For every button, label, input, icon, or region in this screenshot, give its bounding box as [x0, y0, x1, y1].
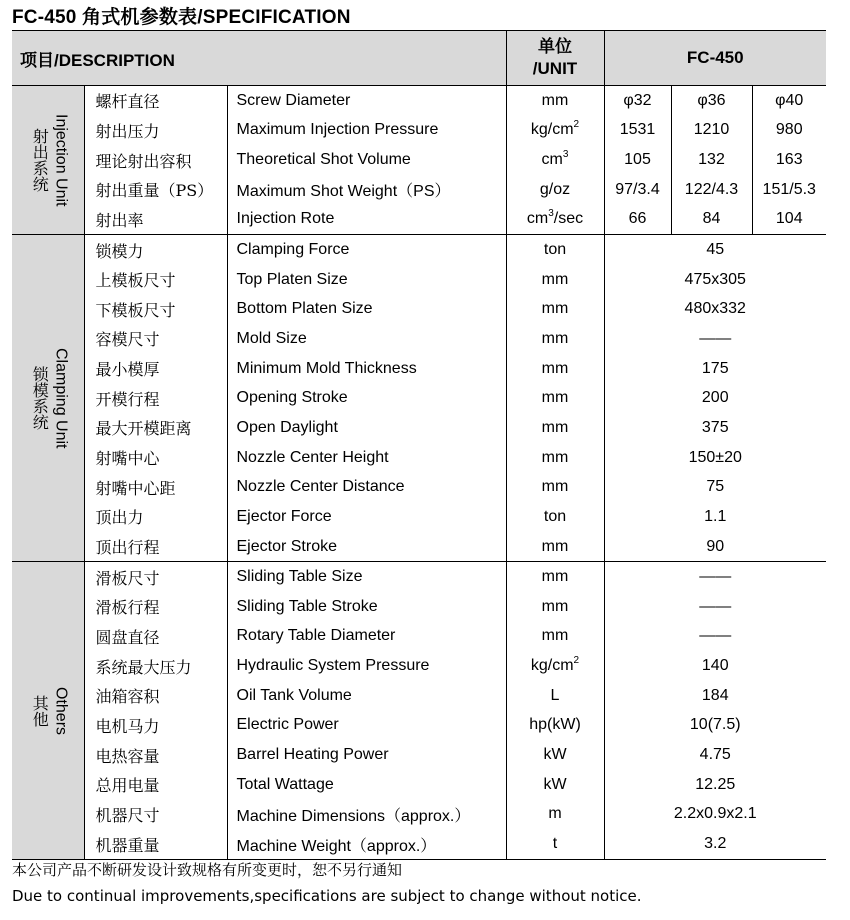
spec-row [12, 472, 826, 502]
unit-text: m [548, 805, 562, 823]
param-name-cn: 射出重量（PS） [84, 175, 227, 205]
param-name-en: Opening Stroke [227, 383, 506, 413]
param-value-text: —— [699, 597, 732, 615]
spec-row [12, 711, 826, 741]
param-name-en: Rotary Table Diameter [227, 622, 506, 652]
param-name-cn: 螺杆直径 [84, 86, 227, 116]
footer-note-cn: 本公司产品不断研发设计致规格有所变更时，恕不另行通知 [12, 861, 403, 879]
param-unit [506, 770, 604, 800]
param-value-text: 200 [701, 389, 729, 407]
header-row [12, 31, 826, 86]
group-label-cn: 射出系统 [30, 128, 50, 193]
group-label-cn: 其他 [30, 694, 50, 727]
unit-text: mm [541, 418, 569, 436]
param-name-en: Maximum Injection Pressure [227, 116, 506, 146]
param-name-cn: 圆盘直径 [84, 622, 227, 652]
param-value: 1210 [671, 116, 752, 146]
unit-text: t [552, 835, 558, 853]
param-value-text: 475x305 [684, 270, 746, 288]
unit-text: mm [541, 537, 569, 555]
param-unit [506, 205, 604, 235]
unit-text: hp(kW) [529, 716, 581, 734]
param-value-text: 184 [701, 686, 729, 704]
param-value [604, 562, 826, 592]
unit-text: mm [541, 91, 569, 109]
param-value-text: 12.25 [695, 775, 736, 793]
param-value [604, 324, 826, 354]
unit-text: ton [543, 241, 567, 259]
unit-text: kg/cm [530, 657, 574, 675]
spec-row [12, 413, 826, 443]
param-name-en: Ejector Stroke [227, 532, 506, 562]
param-name-cn: 最小模厚 [84, 354, 227, 384]
unit-text: mm [541, 270, 569, 288]
param-value-text: 45 [706, 241, 725, 259]
group-label-cell [12, 562, 84, 860]
param-value: 1531 [604, 116, 671, 146]
unit-text: mm [541, 478, 569, 496]
unit-superscript: 2 [573, 655, 580, 667]
param-unit [506, 711, 604, 741]
param-name-en: Injection Rote [227, 205, 506, 235]
spec-row [12, 145, 826, 175]
param-value [604, 472, 826, 502]
param-value [604, 800, 826, 830]
param-value [604, 235, 826, 265]
unit-superscript: 2 [573, 119, 580, 131]
param-name-en: Clamping Force [227, 235, 506, 265]
spec-row [12, 770, 826, 800]
spec-row [12, 86, 826, 116]
param-name-cn: 下模板尺寸 [84, 295, 227, 325]
param-name-en: Machine Dimensions（approx.） [227, 800, 506, 830]
param-unit [506, 829, 604, 859]
param-name-en: Nozzle Center Height [227, 443, 506, 473]
header-unit-en: /UNIT [532, 59, 578, 78]
param-value-text: 175 [701, 359, 729, 377]
param-name-cn: 顶出力 [84, 502, 227, 532]
param-name-cn: 滑板行程 [84, 592, 227, 622]
param-unit [506, 592, 604, 622]
spec-row [12, 740, 826, 770]
param-unit [506, 145, 604, 175]
param-value [604, 681, 826, 711]
spec-row [12, 265, 826, 295]
unit-text: kW [543, 775, 567, 793]
group-label-cn: 锁模系统 [30, 366, 50, 431]
param-value [604, 740, 826, 770]
param-value: 122/4.3 [671, 175, 752, 205]
param-name-cn: 射嘴中心距 [84, 472, 227, 502]
param-value: 980 [775, 121, 803, 139]
param-unit [506, 443, 604, 473]
param-name-en: Screw Diameter [227, 86, 506, 116]
param-unit [506, 175, 604, 205]
param-unit [506, 413, 604, 443]
param-value [604, 383, 826, 413]
unit-text: mm [541, 448, 569, 466]
param-name-en: Machine Weight（approx.） [227, 829, 506, 859]
param-value: φ36 [671, 86, 752, 116]
param-value: 104 [775, 210, 803, 228]
param-unit [506, 740, 604, 770]
param-name-cn: 滑板尺寸 [84, 562, 227, 592]
header-model: FC-450 [604, 31, 826, 86]
unit-text: mm [541, 359, 569, 377]
param-name-en: Minimum Mold Thickness [227, 354, 506, 384]
spec-row [12, 324, 826, 354]
spec-row [12, 295, 826, 325]
param-value: 163 [775, 151, 803, 169]
unit-text: mm [541, 597, 569, 615]
param-value-text: —— [699, 568, 732, 586]
param-name-cn: 锁模力 [84, 235, 227, 265]
param-value-text: 3.2 [704, 835, 727, 853]
param-name-en: Open Daylight [227, 413, 506, 443]
header-description: 项目/DESCRIPTION [12, 31, 506, 86]
param-value: 97/3.4 [604, 175, 671, 205]
param-name-en: Mold Size [227, 324, 506, 354]
spec-row [12, 175, 826, 205]
param-unit [506, 86, 604, 116]
spec-row [12, 116, 826, 146]
spec-row [12, 205, 826, 235]
param-name-en: Oil Tank Volume [227, 681, 506, 711]
unit-superscript: 3 [562, 149, 569, 161]
unit-text: kW [543, 746, 567, 764]
param-unit [506, 235, 604, 265]
group-label-cell [12, 86, 84, 235]
param-name-cn: 系统最大压力 [84, 651, 227, 681]
param-name-cn: 机器尺寸 [84, 800, 227, 830]
header-unit-cn: 单位 [538, 37, 572, 56]
spec-row [12, 235, 826, 265]
spec-row [12, 800, 826, 830]
param-value-text: —— [699, 627, 732, 645]
param-value-text: 140 [701, 657, 729, 675]
param-name-cn: 总用电量 [84, 770, 227, 800]
param-unit [506, 651, 604, 681]
param-name-cn: 射出压力 [84, 116, 227, 146]
unit-text: kg/cm [530, 121, 574, 139]
param-name-en: Electric Power [227, 711, 506, 741]
param-value: 105 [604, 145, 671, 175]
unit-text: mm [541, 627, 569, 645]
param-name-cn: 射嘴中心 [84, 443, 227, 473]
param-value [604, 354, 826, 384]
unit-text: mm [541, 568, 569, 586]
param-value: 66 [604, 205, 671, 235]
spec-row [12, 592, 826, 622]
param-name-cn: 射出率 [84, 205, 227, 235]
unit-suffix: /sec [553, 210, 584, 228]
param-name-en: Sliding Table Size [227, 562, 506, 592]
group-label-cell [12, 235, 84, 562]
footer-note-en: Due to continual improvements,specifications are subject to change without notice. [12, 887, 642, 905]
param-unit [506, 354, 604, 384]
param-value: 151/5.3 [762, 180, 816, 198]
param-value: φ40 [752, 86, 826, 116]
spec-row [12, 354, 826, 384]
param-unit [506, 681, 604, 711]
spec-row [12, 681, 826, 711]
spec-row [12, 562, 826, 592]
param-name-cn: 开模行程 [84, 383, 227, 413]
param-name-en: Hydraulic System Pressure [227, 651, 506, 681]
spec-row [12, 622, 826, 652]
param-value-text: 10(7.5) [689, 716, 741, 734]
param-value [604, 592, 826, 622]
unit-text: mm [541, 300, 569, 318]
param-name-cn: 电机马力 [84, 711, 227, 741]
param-unit [506, 265, 604, 295]
param-value-text: 75 [706, 478, 725, 496]
spec-row [12, 829, 826, 859]
param-unit [506, 383, 604, 413]
param-name-en: Theoretical Shot Volume [227, 145, 506, 175]
param-name-en: Top Platen Size [227, 265, 506, 295]
page-title: FC-450 角式机参数表/SPECIFICATION [12, 7, 351, 28]
param-name-en: Bottom Platen Size [227, 295, 506, 325]
param-unit [506, 472, 604, 502]
param-value [604, 532, 826, 562]
param-name-en: Maximum Shot Weight（PS） [227, 175, 506, 205]
param-value [604, 502, 826, 532]
param-unit [506, 622, 604, 652]
param-name-en: Barrel Heating Power [227, 740, 506, 770]
param-value-text: 375 [701, 418, 729, 436]
param-value-text: 2.2x0.9x2.1 [673, 805, 757, 823]
param-value [604, 265, 826, 295]
param-name-cn: 理论射出容积 [84, 145, 227, 175]
param-value-text: 150±20 [688, 448, 742, 466]
param-unit [506, 295, 604, 325]
param-unit [506, 116, 604, 146]
param-value-text: 90 [706, 537, 725, 555]
param-unit [506, 502, 604, 532]
param-value [604, 295, 826, 325]
spec-row [12, 443, 826, 473]
param-value [604, 651, 826, 681]
param-unit [506, 562, 604, 592]
group-label-en: Injection Unit [52, 113, 70, 207]
param-value [604, 413, 826, 443]
unit-text: cm [541, 151, 563, 169]
param-value [604, 829, 826, 859]
unit-text: ton [543, 507, 567, 525]
header-unit [506, 31, 604, 86]
group-label-en: Others [52, 686, 70, 735]
param-unit [506, 800, 604, 830]
unit-text: mm [541, 389, 569, 407]
param-name-cn: 油箱容积 [84, 681, 227, 711]
param-value-text: 4.75 [699, 746, 731, 764]
unit-text: L [550, 686, 560, 704]
param-name-cn: 顶出行程 [84, 532, 227, 562]
param-name-en: Total Wattage [227, 770, 506, 800]
param-value: 84 [671, 205, 752, 235]
param-name-cn: 最大开模距离 [84, 413, 227, 443]
spec-row [12, 651, 826, 681]
param-value [604, 622, 826, 652]
param-value-text: —— [699, 329, 732, 347]
spec-row [12, 383, 826, 413]
param-name-en: Sliding Table Stroke [227, 592, 506, 622]
param-value-text: 1.1 [704, 507, 727, 525]
unit-superscript: 3 [548, 208, 554, 220]
param-value [604, 770, 826, 800]
param-name-cn: 电热容量 [84, 740, 227, 770]
param-name-cn: 容模尺寸 [84, 324, 227, 354]
param-unit [506, 532, 604, 562]
param-value-text: 480x332 [684, 300, 746, 318]
unit-text: mm [541, 329, 569, 347]
param-value: φ32 [604, 86, 671, 116]
param-value [604, 711, 826, 741]
param-name-cn: 机器重量 [84, 829, 227, 859]
param-name-en: Nozzle Center Distance [227, 472, 506, 502]
unit-text: cm [526, 210, 549, 228]
param-name-cn: 上模板尺寸 [84, 265, 227, 295]
param-unit [506, 324, 604, 354]
param-name-en: Ejector Force [227, 502, 506, 532]
spec-table [12, 30, 826, 860]
param-value: 132 [671, 145, 752, 175]
param-value [604, 443, 826, 473]
spec-row [12, 502, 826, 532]
unit-text: g/oz [539, 180, 571, 198]
spec-row [12, 532, 826, 562]
group-label-en: Clamping Unit [52, 348, 70, 449]
